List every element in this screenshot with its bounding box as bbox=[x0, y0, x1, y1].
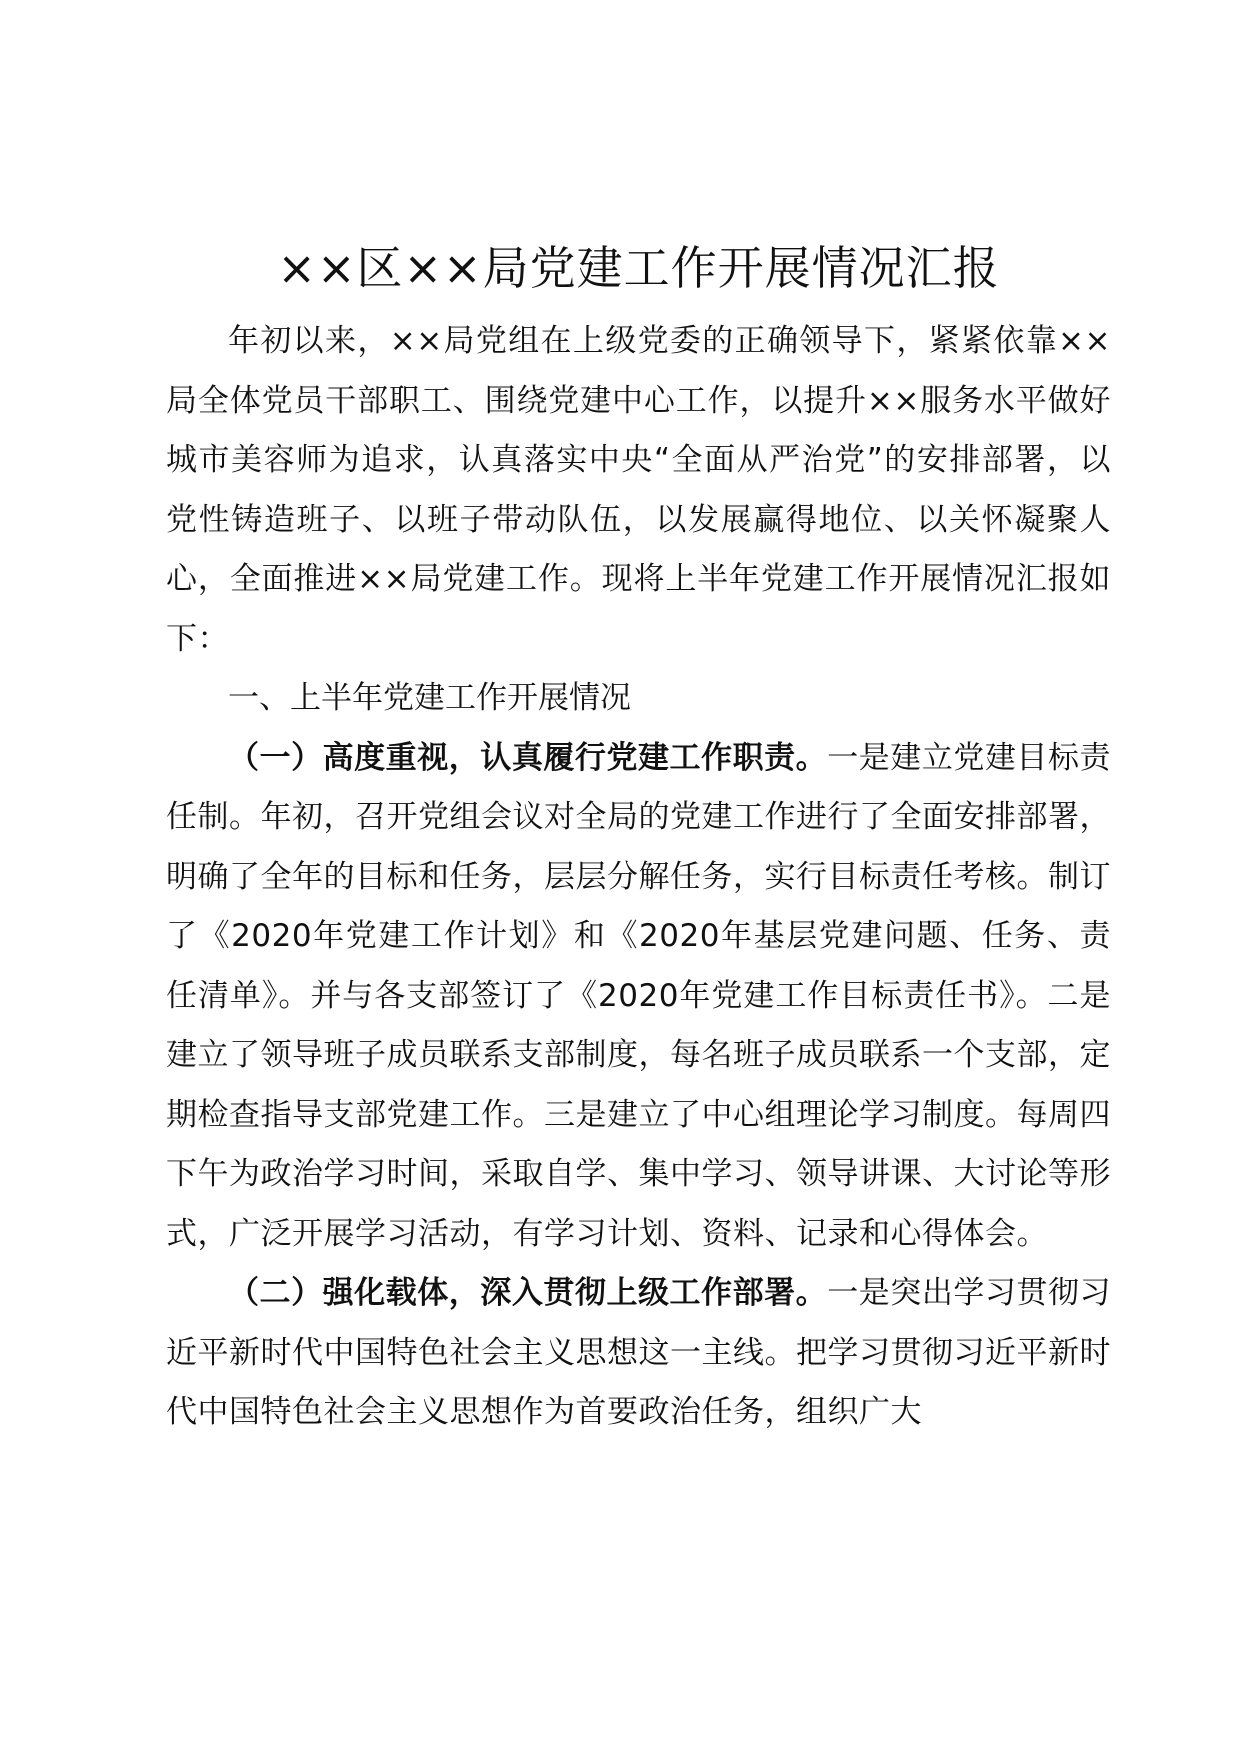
item-body-2: 一是突出学习贯彻习近平新时代中国特色社会主义思想这一主线。把学习贯彻习近平新时代中国特色社会主义思想作为首要政治任务，组织广大 bbox=[166, 1275, 1111, 1430]
item-heading-1: （一）高度重视，认真履行党建工作职责。 bbox=[228, 739, 828, 776]
document-body bbox=[166, 232, 1111, 1443]
intro-paragraph: 年初以来，××局党组在上级党委的正确领导下，紧紧依靠××局全体党员干部职工、围绕党建中心工作，以提升××服务水平做好城市美容师为追求，认真落实中央“全面从严治党”的安排部署，以党性铸造班子、以班子带动队伍，以发展赢得地位、以关怀凝聚人心，全面推进××局党建工作。现将上半年党建工作开展情况汇报如下： bbox=[166, 323, 1111, 657]
document-title: ××区××局党建工作开展情况汇报 bbox=[277, 241, 1000, 295]
item-paragraph-1 bbox=[166, 729, 1111, 1265]
item-body-1: 一是建立党建目标责任制。年初，召开党组会议对全局的党建工作进行了全面安排部署，明确了全年的目标和任务，层层分解任务，实行目标责任考核。制订了《2020年党建工作计划》和《2020年基层党建问题、任务、责任清单》。并与各支部签订了《2020年党建工作目标责任书》。二是建立了领导班子成员联系支部制度，每名班子成员联系一个支部，定期检查指导支部党建工作。三是建立了中心组理论学习制度。每周四下午为政治学习时间，采取自学、集中学习、领导讲课、大讨论等形式，广泛开展学习活动，有学习计划、资料、记录和心得体会。 bbox=[166, 739, 1111, 1252]
item-heading-2: （二）强化载体，深入贯彻上级工作部署。 bbox=[228, 1275, 828, 1311]
section-heading-1: 一、上半年党建工作开展情况 bbox=[228, 680, 631, 716]
item-paragraph-2 bbox=[166, 1264, 1111, 1443]
